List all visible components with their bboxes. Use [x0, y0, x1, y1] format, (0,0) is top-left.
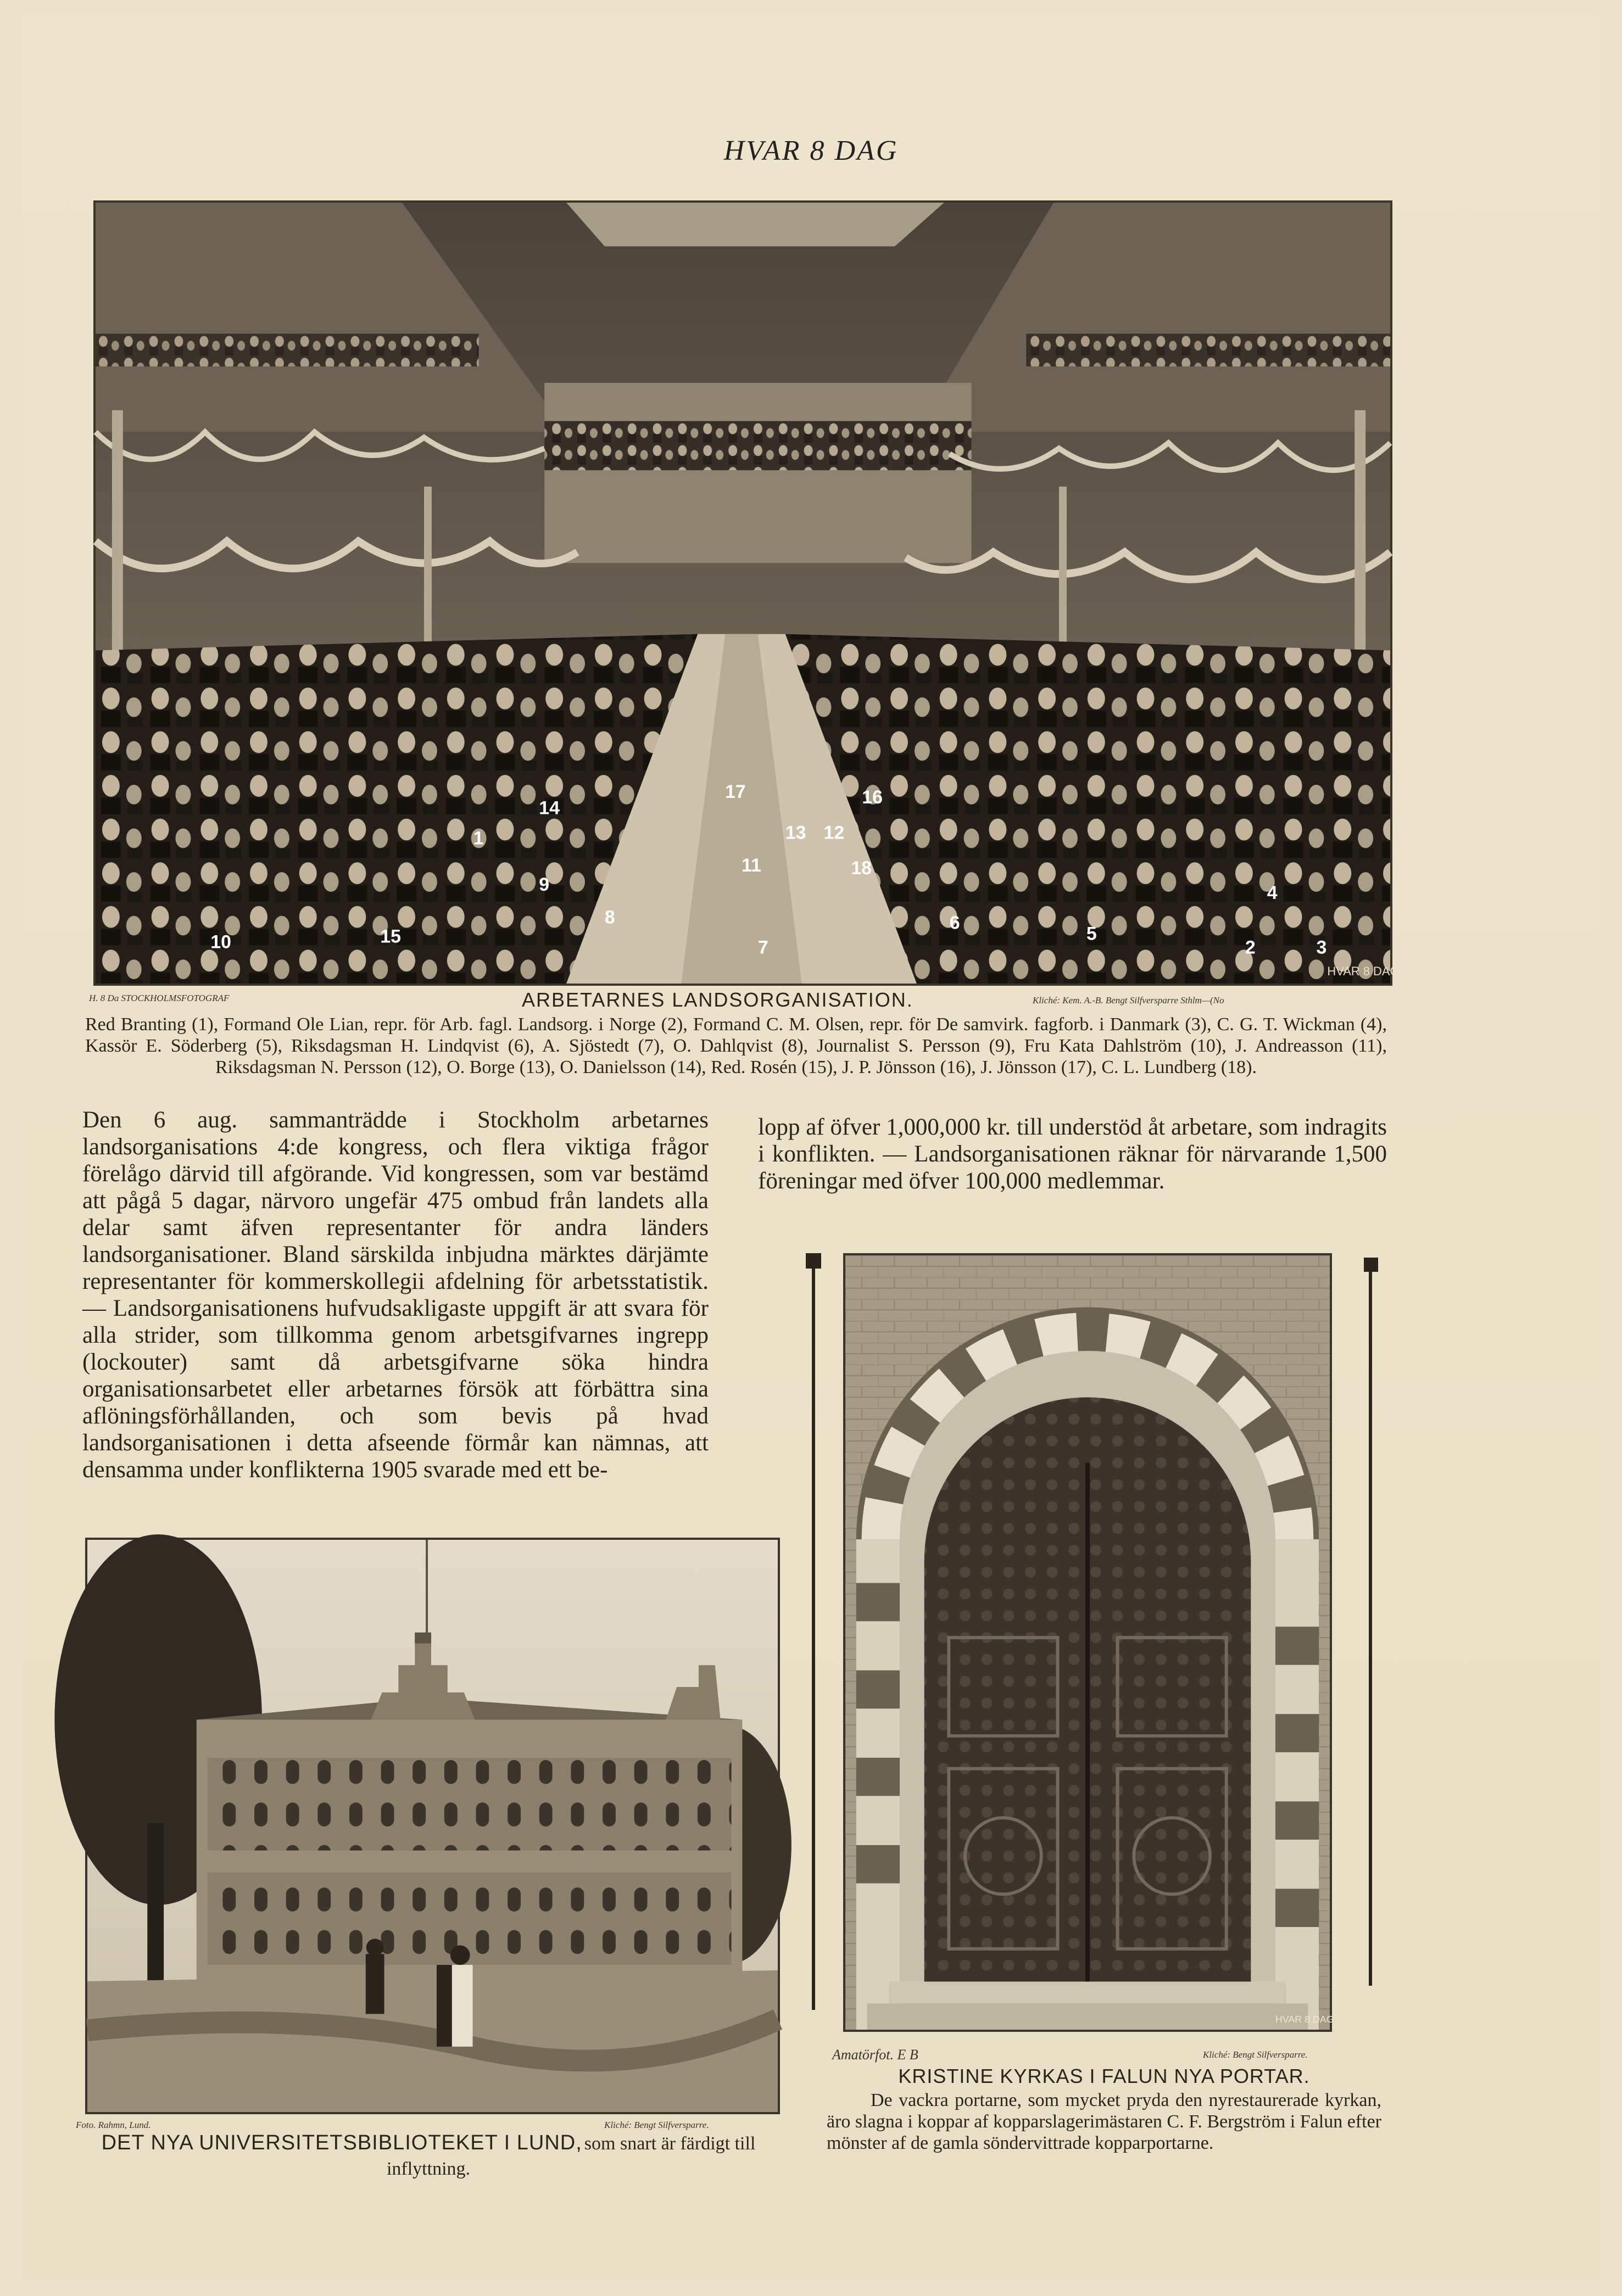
- library-photo-credit: Foto. Rahmn, Lund.: [76, 2120, 151, 2130]
- door-photo-credit: Amatörfot. E B: [832, 2047, 918, 2063]
- library-photo: [85, 1538, 780, 2114]
- door-photo-cliche: Kliché: Bengt Silfversparre.: [1203, 2049, 1308, 2060]
- number-label-10: 10: [210, 931, 231, 953]
- article-column-left: Den 6 aug. sammanträdde i Stockholm arbetarnes landsorganisations 4:de kongress, och flera viktiga frågor förelågo därvid till afgörande. Vid kongressen, som var bestämd att pågå 5 dagar, närvoro ungefär 475 ombud från landets alla delar samt äfven representanter för andra länders landsorganisationer. Bland särskilda inbjudna märktes därjämte representanter för kommerskollegii afdelning för arbetsstatistik. — Landsorganisationens hufvudsakligaste uppgift är att svara för alla strider, som tillkomma genom arbetsgifvarnes ingrepp (lockouter) samt då arbetsgifvarne söka hindra organisationsarbetet eller arbetarnes försök att förbättra sina aflöningsförhållanden, och som bevis på hvad landsorganisationen i detta afseende förmår kan nämnas, att densamma under konflikterna 1905 svarade med ett be-: [82, 1107, 709, 1483]
- library-caption-rest: som snart är färdigt till inflyttning.: [386, 2133, 756, 2179]
- number-label-7: 7: [757, 937, 768, 958]
- number-label-14: 14: [539, 797, 560, 819]
- article-column-right: lopp af öfver 1,000,000 kr. till understöd åt arbetare, som indragits i konflikten. — Landsorganisationen räknar för närvarande 1,500 föreningar med öfver 100,000 medlemmar.: [758, 1114, 1387, 1194]
- number-label-11: 11: [742, 855, 761, 876]
- door-caption-text: De vackra portarne, som mycket pryda den nyrestaurerade kyrkan, äro slagna i koppar af kopparslagerimästaren C. F. Bergström i Falun efter mönster af de gamla söndervittrade kopparportarne.: [827, 2090, 1381, 2153]
- number-label-3: 3: [1316, 937, 1327, 958]
- library-photo-caption: [74, 2132, 783, 2183]
- rule-square-left: [806, 1253, 821, 1269]
- door-caption-title: KRISTINE KYRKAS I FALUN NYA PORTAR.: [898, 2065, 1310, 2087]
- number-label-17: 17: [725, 781, 746, 802]
- library-photo-cliche: Kliché: Bengt Silfversparre.: [604, 2120, 709, 2130]
- door-photo-watermark: HVAR 8 DAG: [1275, 2014, 1334, 2025]
- number-label-6: 6: [949, 912, 960, 934]
- congress-hall-photo: [93, 200, 1400, 986]
- number-label-8: 8: [604, 907, 615, 928]
- congress-photo-title: ARBETARNES LANDSORGANISATION.: [522, 988, 913, 1011]
- number-label-5: 5: [1086, 923, 1097, 945]
- congress-photo-cliche: Kliché: Kem. A.-B. Bengt Silfversparre Sthlm—(No: [1033, 995, 1224, 1005]
- number-label-9: 9: [539, 874, 550, 895]
- library-caption-caps: DET NYA UNIVERSITETSBIBLIOTEKET I LUND,: [101, 2131, 582, 2154]
- vertical-rule-right: [1369, 1272, 1372, 1986]
- church-door-photo: [843, 1253, 1332, 2032]
- library-building-illustration: [87, 1540, 778, 2112]
- number-label-16: 16: [862, 786, 883, 808]
- congress-photo-credit: H. 8 Da STOCKHOLMSFOTOGRAF: [89, 993, 230, 1003]
- number-label-4: 4: [1267, 882, 1278, 903]
- photo-watermark: HVAR 8 DAG: [1327, 964, 1400, 979]
- number-label-1: 1: [473, 828, 484, 849]
- congress-hall-illustration: [96, 203, 1400, 984]
- church-door-illustration: [845, 1255, 1334, 2030]
- number-label-2: 2: [1245, 937, 1256, 958]
- number-label-13: 13: [785, 822, 806, 843]
- vertical-rule-left: [812, 1269, 815, 2010]
- rule-square-right: [1364, 1258, 1378, 1272]
- number-label-12: 12: [823, 822, 845, 843]
- running-head: HVAR 8 DAG: [723, 135, 899, 166]
- number-label-18: 18: [851, 858, 872, 879]
- number-label-15: 15: [380, 926, 401, 947]
- congress-photo-caption: Red Branting (1), Formand Ole Lian, repr. för Arb. fagl. Landsorg. i Norge (2), Formand C. M. Olsen, repr. för De samvirk. fagforb. i Danmark (3), C. G. T. Wickman (4), Kassör E. Söderberg (5), Riksdagsman H. Lindqvist (6), A. Sjöstedt (7), O. Dahlqvist (8), Journalist S. Persson (9), Fru Kata Dahlström (10), J. Andreasson (11), Riksdagsman N. Persson (12), O. Borge (13), O. Danielsson (14), Red. Rosén (15), J. P. Jönsson (16), J. Jönsson (17), C. L. Lundberg (18).: [85, 1014, 1387, 1077]
